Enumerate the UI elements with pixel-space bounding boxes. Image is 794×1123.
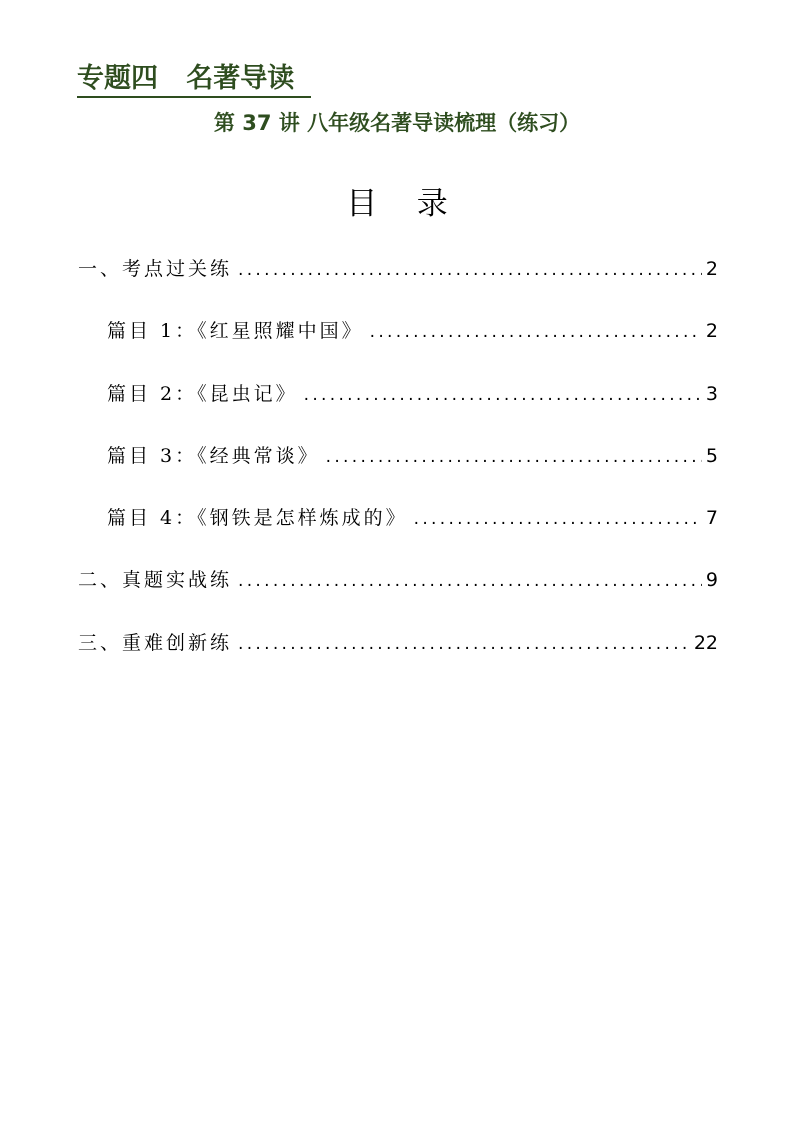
toc-entry-label: 篇目 4：《钢铁是怎样炼成的》 — [107, 507, 408, 530]
toc-entry-page: 3 — [705, 382, 718, 405]
toc-entry-label: 篇目 2：《昆虫记》 — [107, 382, 298, 405]
toc-entry-section-1[interactable] — [78, 250, 718, 312]
toc-entry-chapter-3[interactable] — [78, 437, 718, 499]
toc-entry-chapter-1[interactable] — [78, 312, 718, 374]
toc-entry-section-3[interactable] — [78, 624, 718, 686]
toc-dot-leader — [238, 562, 702, 600]
topic-title-underline — [77, 96, 311, 98]
lecture-title-text: 第 37 讲 八年级名著导读梳理（练习） — [213, 111, 581, 135]
toc-heading: 目 录 — [346, 186, 448, 222]
toc-entry-label: 一、考点过关练 — [78, 258, 233, 280]
toc-dot-leader — [304, 376, 702, 414]
toc-dot-leader — [414, 500, 702, 538]
toc-dot-leader — [238, 251, 702, 289]
toc-dot-leader — [370, 313, 702, 351]
toc-entry-page: 2 — [705, 258, 718, 280]
toc-entry-label: 篇目 3：《经典常谈》 — [107, 444, 320, 467]
topic-title: 专题四 名著导读 — [77, 63, 295, 94]
toc-dot-leader — [238, 625, 690, 663]
toc-entry-chapter-4[interactable] — [78, 499, 718, 561]
toc-entry-label: 三、重难创新练 — [78, 631, 233, 654]
toc-entry-chapter-2[interactable] — [78, 375, 718, 437]
toc-dot-leader — [326, 438, 702, 476]
toc-entry-label: 篇目 1：《红星照耀中国》 — [107, 320, 364, 343]
toc-entry-section-2[interactable] — [78, 561, 718, 623]
toc-entry-label: 二、真题实战练 — [78, 569, 233, 592]
toc-entry-page: 2 — [705, 320, 718, 343]
table-of-contents — [78, 250, 718, 686]
toc-entry-page: 7 — [705, 507, 718, 530]
toc-entry-page: 5 — [705, 444, 718, 467]
toc-entry-page: 22 — [693, 631, 718, 654]
lecture-title — [0, 108, 794, 138]
toc-entry-page: 9 — [705, 569, 718, 592]
